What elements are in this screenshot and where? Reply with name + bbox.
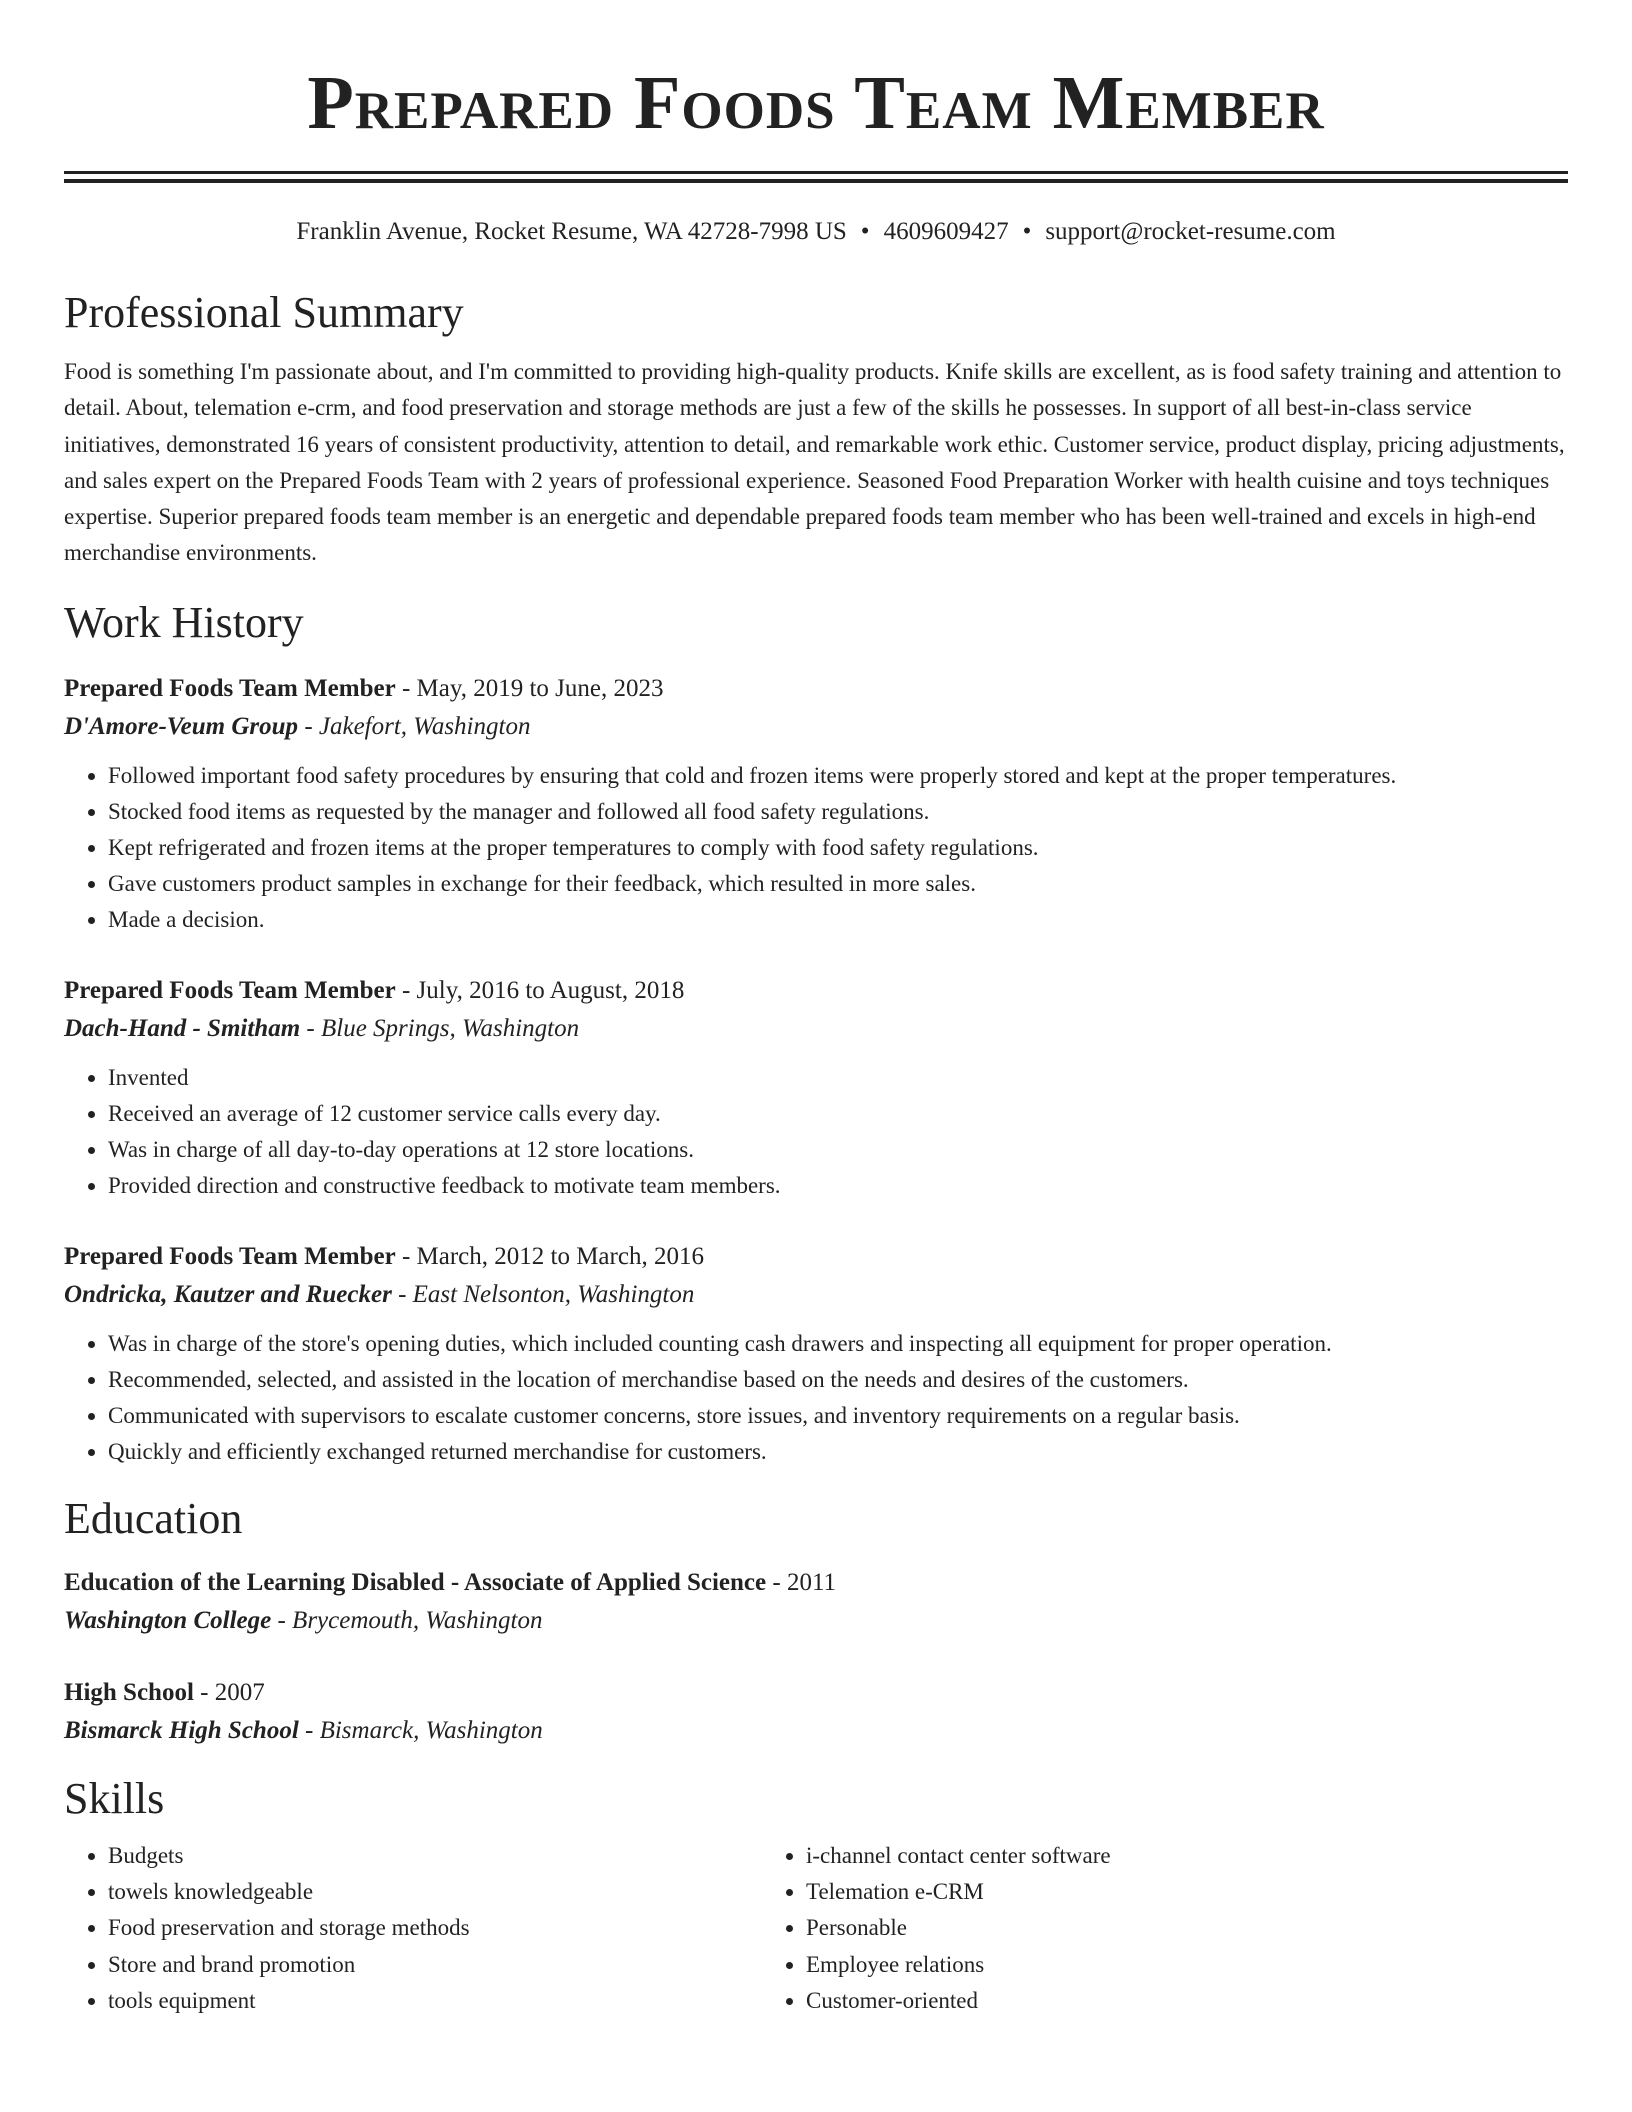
education-degree: Education of the Learning Disabled - Associate of Applied Science	[64, 1568, 767, 1596]
job-bullet: • Received an average of 12 customer service calls every day.	[108, 1096, 1568, 1132]
education-school: Bismarck High School	[64, 1716, 299, 1744]
job-bullets	[64, 1060, 1568, 1204]
contact-line	[64, 216, 1568, 248]
job-company-line	[64, 1276, 1568, 1314]
skill-item: • tools equipment	[108, 1983, 762, 2019]
education-entry	[64, 1674, 1568, 1750]
job-bullets	[64, 758, 1568, 938]
job-dates: - March, 2012 to March, 2016	[395, 1242, 704, 1270]
job-title: Prepared Foods Team Member	[64, 1242, 396, 1270]
job-bullet: • Kept refrigerated and frozen items at the proper temperatures to comply with food safety regulations.	[108, 830, 1568, 866]
job-bullet: • Gave customers product samples in exchange for their feedback, which resulted in more sales.	[108, 866, 1568, 902]
job-entry	[64, 670, 1568, 938]
job-entry	[64, 972, 1568, 1204]
skill-item: • Telemation e-CRM	[806, 1874, 1111, 1910]
skill-item: • Employee relations	[806, 1947, 1111, 1983]
section-heading-summary: Professional Summary	[64, 288, 464, 337]
job-bullet: • Provided direction and constructive feedback to motivate team members.	[108, 1168, 1568, 1204]
job-company-line	[64, 1010, 1568, 1048]
education-degree-line	[64, 1674, 1568, 1712]
job-company: Ondricka, Kautzer and Ruecker	[64, 1280, 392, 1308]
job-company-line	[64, 708, 1568, 746]
job-location: - Blue Springs, Washington	[300, 1014, 580, 1042]
title-divider	[64, 171, 1568, 183]
skill-item: • Food preservation and storage methods	[108, 1910, 762, 1946]
job-bullet: • Recommended, selected, and assisted in the location of merchandise based on the needs and desires of the customers.	[108, 1362, 1568, 1398]
job-location: - East Nelsonton, Washington	[391, 1280, 695, 1308]
education-school: Washington College	[64, 1606, 272, 1634]
education-school-line	[64, 1712, 1568, 1750]
page-title: Prepared Foods Team Member	[307, 61, 1325, 145]
skill-item: • Personable	[806, 1910, 1111, 1946]
education-entry	[64, 1564, 1568, 1640]
job-entry	[64, 1238, 1568, 1470]
education-school-line	[64, 1602, 1568, 1640]
job-title-line	[64, 1238, 1568, 1276]
skill-item: • Budgets	[108, 1838, 762, 1874]
education-location: - Brycemouth, Washington	[271, 1606, 543, 1634]
skills-list	[64, 1838, 1568, 2019]
job-title-line	[64, 972, 1568, 1010]
job-bullet: • Communicated with supervisors to escalate customer concerns, store issues, and inventory requirements on a regular basis.	[108, 1398, 1568, 1434]
education-year: - 2007	[193, 1678, 265, 1706]
job-bullets	[64, 1326, 1568, 1470]
job-location: - Jakefort, Washington	[298, 712, 531, 740]
job-title: Prepared Foods Team Member	[64, 674, 396, 702]
section-heading-skills: Skills	[64, 1773, 165, 1823]
skill-item: • Store and brand promotion	[108, 1947, 762, 1983]
job-bullet: • Invented	[108, 1060, 1568, 1096]
skill-item: • i-channel contact center software	[806, 1838, 1111, 1874]
section-heading-education: Education	[64, 1493, 243, 1543]
summary-text: Food is something I'm passionate about, and I'm committed to providing high-quality products. Knife skills are excellent, as is food safety training and attention to detail. About, telemation e-crm, and food preservation and storage methods are just a few of the skills he possesses. In support of all best-in-class service initiatives, demonstrated 16 years of consistent productivity, attention to detail, and remarkable work ethic. Customer service, product display, pricing adjustments, and sales expert on the Prepared Foods Team with 2 years of professional experience. Seasoned Food Preparation Worker with health cuisine and toys techniques expertise. Superior prepared foods team member is an energetic and dependable prepared foods team member who has been well-trained and excels in high-end merchandise environments.	[64, 359, 1565, 566]
contact-address: Franklin Avenue, Rocket Resume, WA 42728-7998 US	[296, 218, 847, 245]
job-bullet: • Stocked food items as requested by the manager and followed all food safety regulations.	[108, 794, 1568, 830]
job-bullet: • Followed important food safety procedures by ensuring that cold and frozen items were properly stored and kept at the proper temperatures.	[108, 758, 1568, 794]
job-bullet: • Was in charge of all day-to-day operations at 12 store locations.	[108, 1132, 1568, 1168]
education-degree-line	[64, 1564, 1568, 1602]
job-bullet: • Was in charge of the store's opening duties, which included counting cash drawers and inspecting all equipment for proper operation.	[108, 1326, 1568, 1362]
section-heading-work-history: Work History	[64, 597, 304, 647]
contact-separator: •	[1022, 218, 1032, 245]
skills-column-right	[762, 1838, 1111, 2019]
job-company: Dach-Hand - Smitham	[64, 1014, 301, 1042]
education-degree: High School	[64, 1678, 194, 1706]
job-title-line	[64, 670, 1568, 708]
contact-separator: •	[860, 218, 870, 245]
job-bullet: • Quickly and efficiently exchanged returned merchandise for customers.	[108, 1434, 1568, 1470]
job-bullet: • Made a decision.	[108, 902, 1568, 938]
skill-item: • towels knowledgeable	[108, 1874, 762, 1910]
job-dates: - July, 2016 to August, 2018	[395, 976, 685, 1004]
job-title: Prepared Foods Team Member	[64, 976, 396, 1004]
skill-item: • Customer-oriented	[806, 1983, 1111, 2019]
education-year: - 2011	[766, 1568, 837, 1596]
skills-column-left	[64, 1838, 762, 2019]
education-location: - Bismarck, Washington	[298, 1716, 543, 1744]
job-company: D'Amore-Veum Group	[64, 712, 299, 740]
contact-phone: 4609609427	[883, 218, 1009, 245]
contact-email[interactable]: support@rocket-resume.com	[1045, 218, 1336, 245]
job-dates: - May, 2019 to June, 2023	[395, 674, 664, 702]
